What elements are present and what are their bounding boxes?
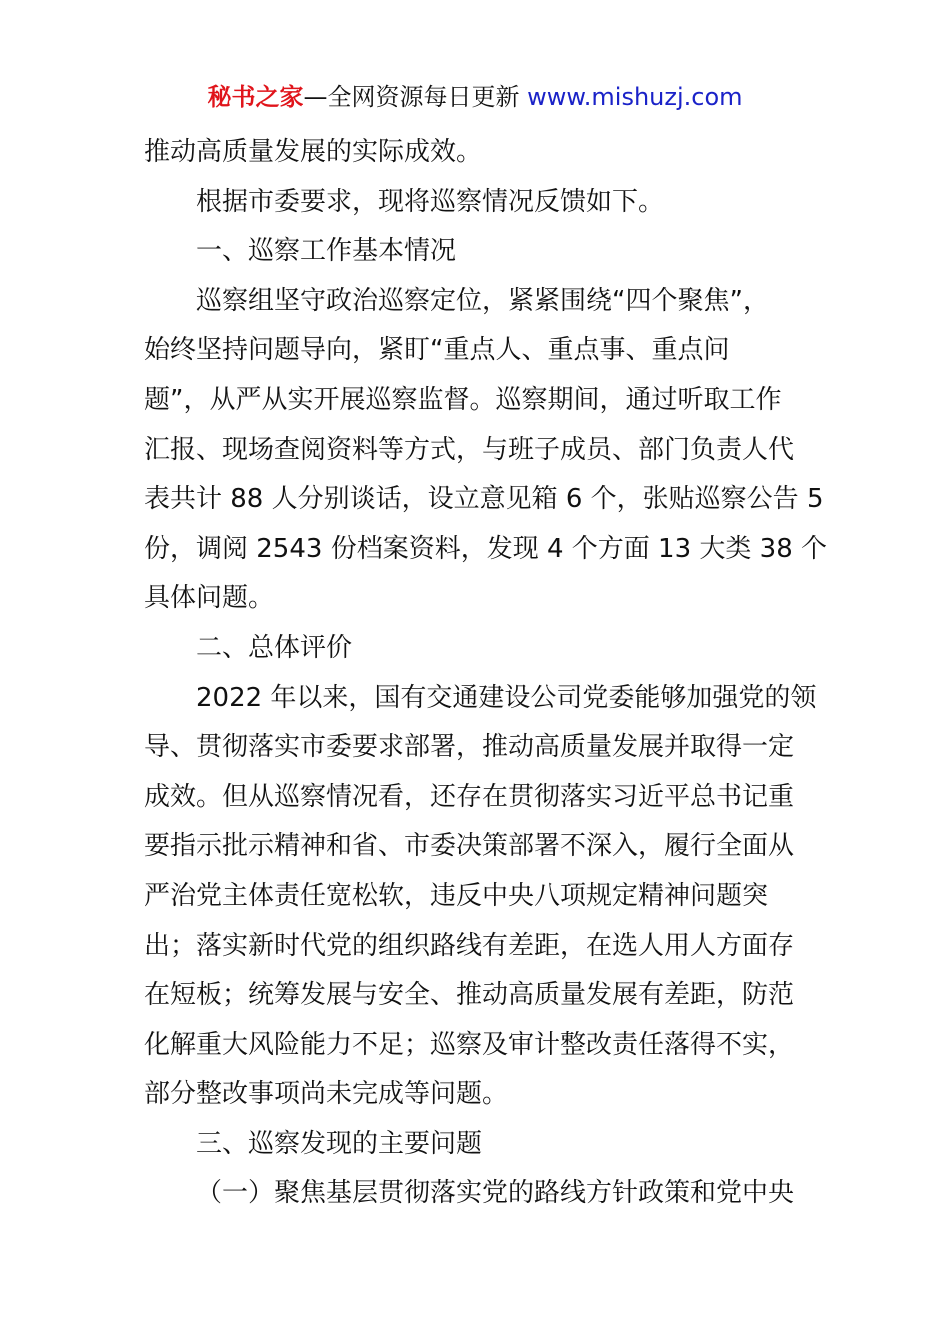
document-line: 一、巡察工作基本情况 (196, 236, 457, 267)
document-line: 表共计 88 人分别谈话，设立意见箱 6 个，张贴巡察公告 5 (144, 484, 824, 515)
document-line: 巡察组坚守政治巡察定位，紧紧围绕“四个聚焦”， (196, 285, 769, 316)
document-line: 二、总体评价 (196, 632, 353, 663)
site-url: www.mishuzj.com (527, 83, 743, 111)
document-line: 份，调阅 2543 份档案资料，发现 4 个方面 13 大类 38 个 (144, 533, 827, 564)
document-line: 根据市委要求，现将巡察情况反馈如下。 (196, 186, 665, 217)
site-tagline: —全网资源每日更新 (303, 83, 520, 111)
document-line: 要指示批示精神和省、市委决策部署不深入，履行全面从 (144, 831, 795, 862)
site-brand-name: 秘书之家 (207, 83, 304, 111)
document-line: 成效。但从巡察情况看，还存在贯彻落实习近平总书记重 (144, 781, 795, 812)
document-line: 三、巡察发现的主要问题 (196, 1128, 483, 1159)
site-watermark-header (0, 80, 950, 114)
document-line: （一）聚焦基层贯彻落实党的路线方针政策和党中央 (196, 1178, 795, 1209)
document-line: 导、贯彻落实市委要求部署，推动高质量发展并取得一定 (144, 732, 795, 763)
document-line: 在短板；统筹发展与安全、推动高质量发展有差距，防范 (144, 980, 795, 1011)
document-line: 化解重大风险能力不足；巡察及审计整改责任落得不实， (144, 1029, 795, 1060)
document-line: 题”，从严从实开展巡察监督。巡察期间，通过听取工作 (144, 384, 782, 415)
document-body (144, 128, 827, 1219)
document-line: 推动高质量发展的实际成效。 (144, 137, 483, 167)
document-line: 部分整改事项尚未完成等问题。 (144, 1079, 509, 1110)
document-line: 具体问题。 (144, 583, 275, 614)
document-line: 汇报、现场查阅资料等方式，与班子成员、部门负责人代 (144, 434, 795, 465)
document-line: 出；落实新时代党的组织路线有差距，在选人用人方面存 (144, 930, 795, 961)
document-line: 2022 年以来，国有交通建设公司党委能够加强党的领 (196, 682, 817, 713)
document-line: 严治党主体责任宽松软，违反中央八项规定精神问题突 (144, 880, 769, 911)
document-line: 始终坚持问题导向，紧盯“重点人、重点事、重点问 (144, 335, 730, 366)
